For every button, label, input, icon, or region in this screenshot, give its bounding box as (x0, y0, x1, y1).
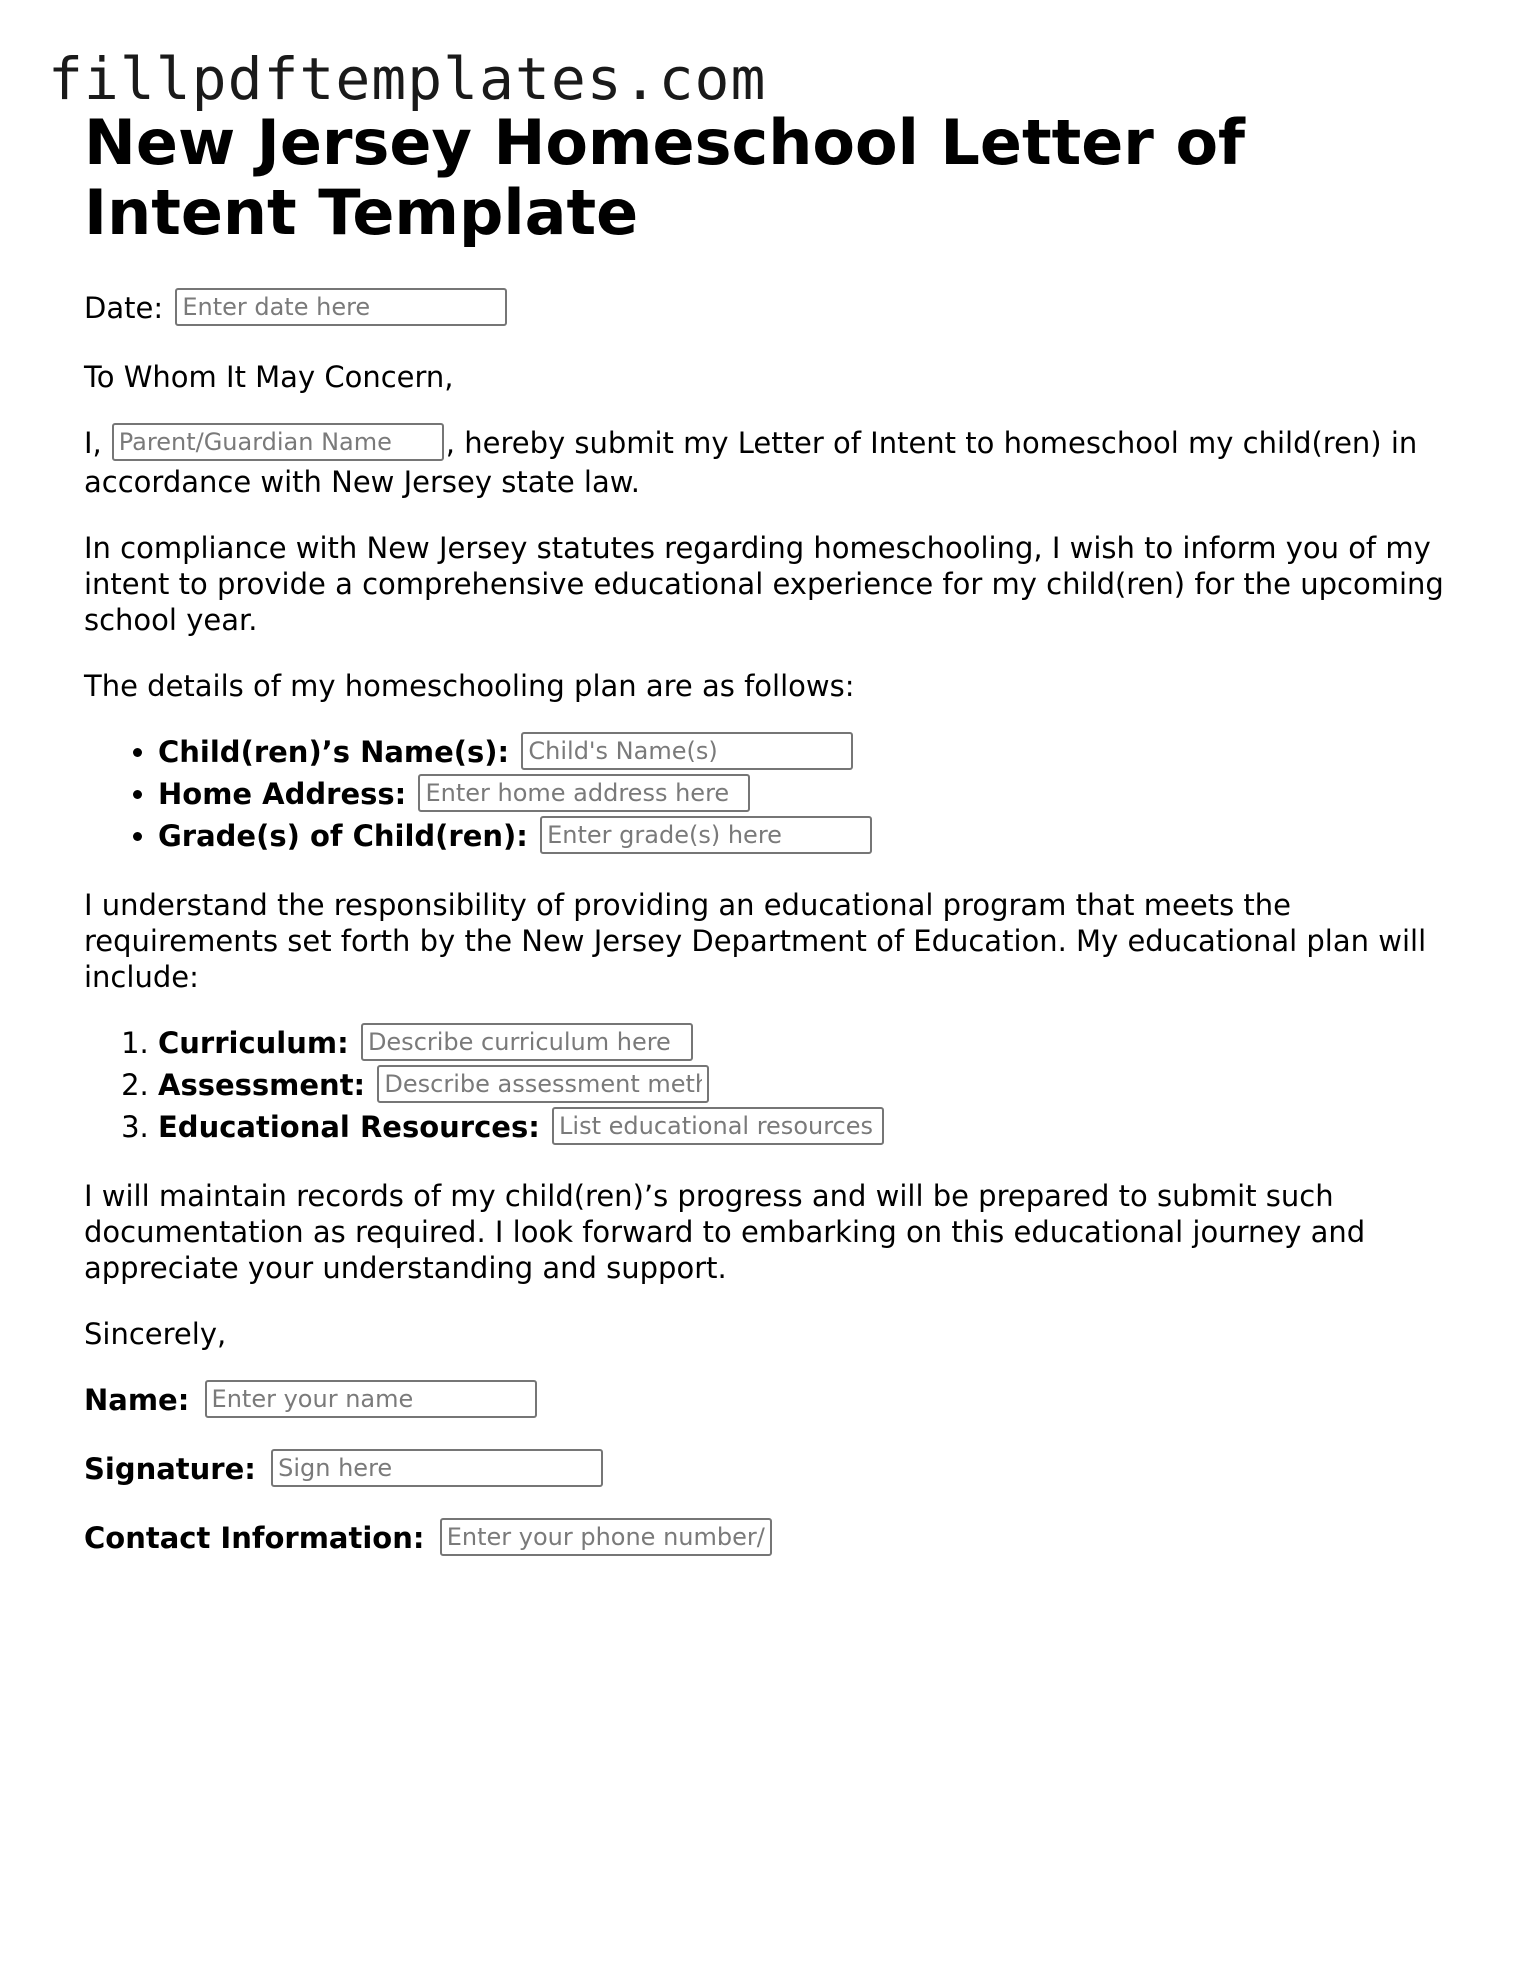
page-title: New Jersey Homeschool Letter of Intent Template (84, 106, 1246, 249)
name-input[interactable] (205, 1380, 537, 1418)
intro-suffix: , hereby submit my Letter of Intent to homeschool my child(ren) in accordance with New Jersey state law. (84, 426, 1418, 499)
curriculum-input[interactable] (361, 1023, 693, 1061)
salutation: To Whom It May Concern, (84, 360, 454, 394)
closing: Sincerely, (84, 1317, 227, 1351)
date-line (84, 290, 1454, 329)
list-item (158, 776, 1454, 815)
home-address-input[interactable] (418, 774, 750, 812)
home-address-label: Home Address: (158, 777, 407, 811)
curriculum-label: Curriculum: (158, 1026, 349, 1060)
contact-input[interactable] (440, 1518, 772, 1556)
parent-guardian-name-input[interactable] (112, 423, 444, 461)
plan-list (84, 1025, 1454, 1148)
name-line (84, 1382, 1454, 1421)
date-label: Date: (84, 291, 164, 325)
name-label: Name: (84, 1383, 190, 1417)
intro-paragraph (84, 425, 1454, 500)
compliance-paragraph: In compliance with New Jersey statutes regarding homeschooling, I wish to inform you of my intent to provide a comprehensive educational experience for my child(ren) for the upcoming school year. (84, 531, 1444, 637)
list-item (158, 818, 1454, 857)
educational-resources-label: Educational Resources: (158, 1110, 540, 1144)
records-paragraph: I will maintain records of my child(ren)’s progress and will be prepared to submit such documentation as required. I look forward to embarking on this educational journey and appreciate your understanding and support. (84, 1179, 1366, 1285)
intro-prefix: I, (84, 426, 102, 460)
grades-input[interactable] (540, 816, 872, 854)
assessment-input[interactable] (377, 1065, 709, 1103)
site-watermark: fillpdftemplates.com (48, 45, 767, 113)
list-item (158, 734, 1454, 773)
date-input[interactable] (175, 288, 507, 326)
list-item (158, 1025, 1454, 1064)
responsibility-paragraph: I understand the responsibility of providing an educational program that meets the requirements set forth by the New Jersey Department of Education. My educational plan will include: (84, 888, 1427, 994)
details-intro: The details of my homeschooling plan are as follows: (84, 669, 855, 703)
list-item (158, 1109, 1454, 1148)
contact-line (84, 1520, 1454, 1559)
details-list (84, 734, 1454, 857)
grades-label: Grade(s) of Child(ren): (158, 819, 528, 853)
educational-resources-input[interactable] (552, 1107, 884, 1145)
assessment-label: Assessment: (158, 1068, 366, 1102)
letter-document (84, 108, 1454, 1589)
signature-label: Signature: (84, 1452, 256, 1486)
contact-label: Contact Information: (84, 1521, 425, 1555)
children-names-label: Child(ren)’s Name(s): (158, 735, 510, 769)
signature-input[interactable] (271, 1449, 603, 1487)
list-item (158, 1067, 1454, 1106)
children-names-input[interactable] (521, 732, 853, 770)
signature-line (84, 1451, 1454, 1490)
